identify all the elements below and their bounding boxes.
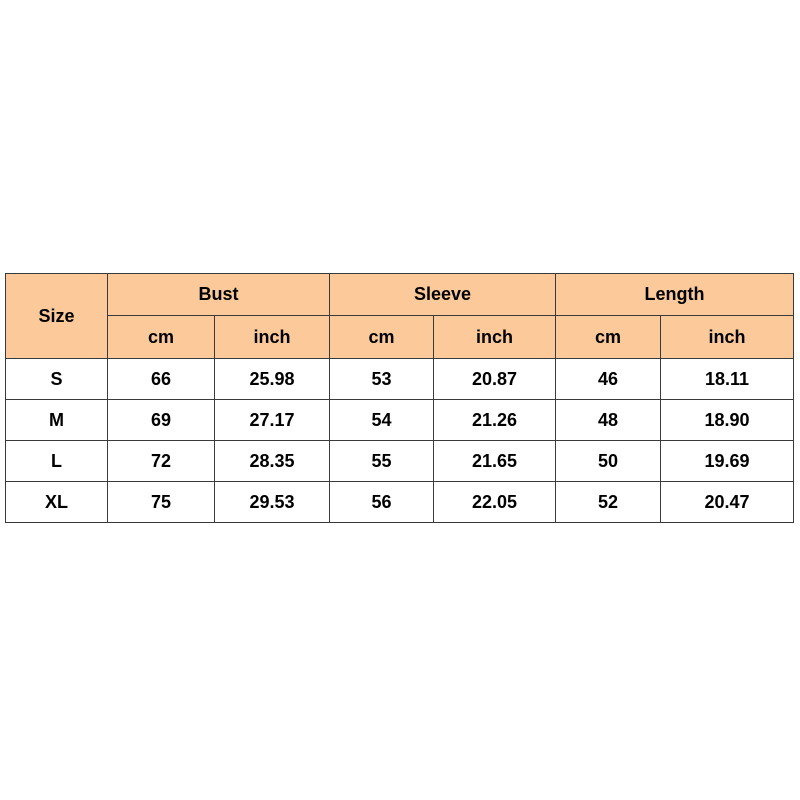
group-header-sleeve: Sleeve [330,274,556,316]
table-cell: 28.35 [215,441,330,482]
table-cell: 18.11 [661,359,794,400]
group-header-length: Length [556,274,794,316]
table-cell: 53 [330,359,434,400]
group-header-bust: Bust [108,274,330,316]
table-cell: 69 [108,400,215,441]
table-cell: 50 [556,441,661,482]
unit-header: inch [215,316,330,359]
table-cell: 20.47 [661,482,794,523]
table-cell: 19.69 [661,441,794,482]
size-cell: XL [6,482,108,523]
table-cell: 75 [108,482,215,523]
table-cell: 52 [556,482,661,523]
size-cell: L [6,441,108,482]
size-chart-table [5,273,794,523]
size-header: Size [6,274,108,359]
unit-header: inch [434,316,556,359]
table-row [6,441,794,482]
table-cell: 18.90 [661,400,794,441]
size-cell: S [6,359,108,400]
unit-header: cm [108,316,215,359]
table-cell: 22.05 [434,482,556,523]
table-cell: 21.65 [434,441,556,482]
header-row-units [6,316,794,359]
table-row [6,400,794,441]
table-cell: 29.53 [215,482,330,523]
table-cell: 20.87 [434,359,556,400]
table-cell: 66 [108,359,215,400]
table-cell: 25.98 [215,359,330,400]
table-cell: 27.17 [215,400,330,441]
table-cell: 55 [330,441,434,482]
table-row [6,482,794,523]
table-cell: 54 [330,400,434,441]
table-cell: 72 [108,441,215,482]
table-row [6,359,794,400]
unit-header: cm [556,316,661,359]
table-cell: 56 [330,482,434,523]
header-row-groups [6,274,794,316]
size-cell: M [6,400,108,441]
unit-header: cm [330,316,434,359]
table-cell: 48 [556,400,661,441]
table-cell: 21.26 [434,400,556,441]
table-cell: 46 [556,359,661,400]
unit-header: inch [661,316,794,359]
